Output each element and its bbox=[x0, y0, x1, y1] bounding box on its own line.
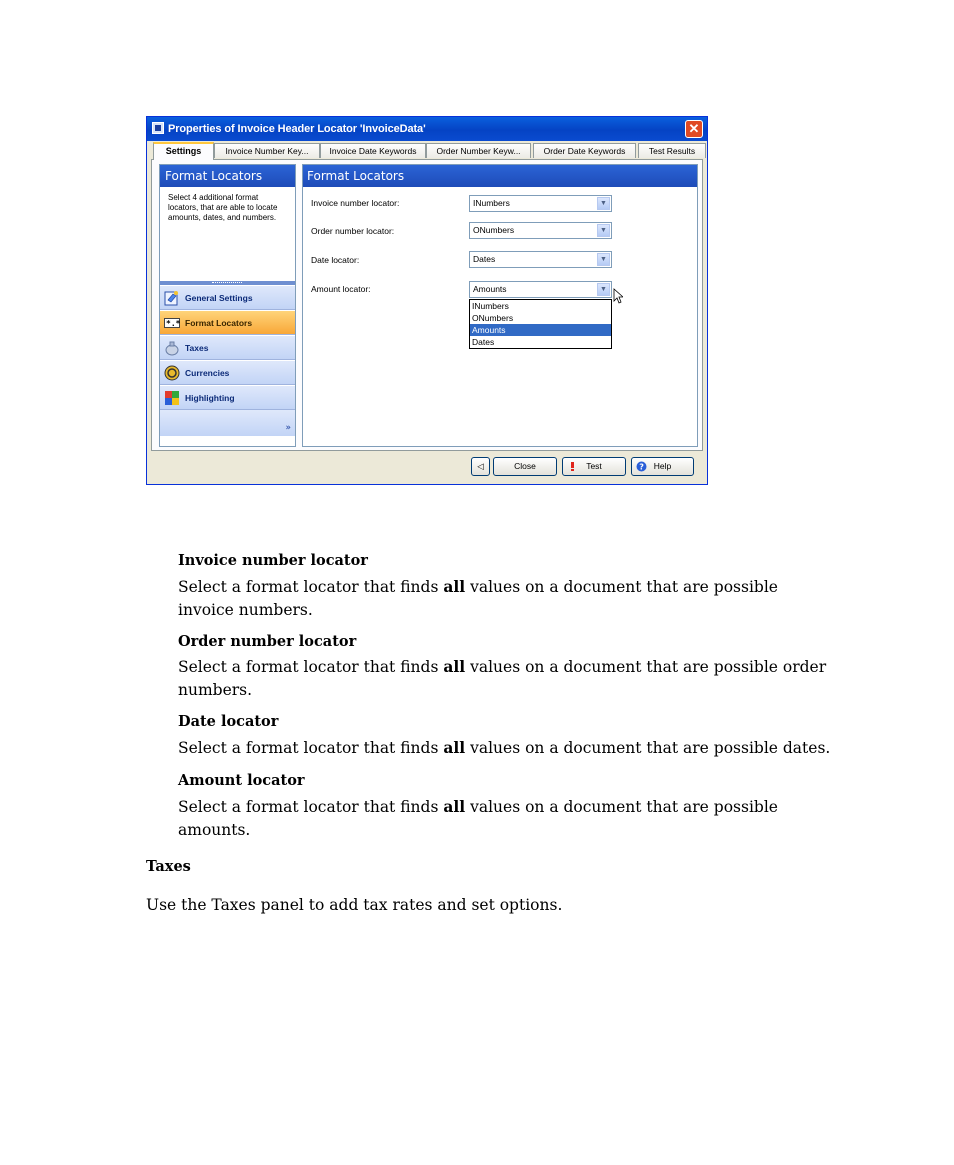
sidebar-header: Format Locators bbox=[160, 165, 295, 187]
highlighting-icon bbox=[164, 390, 180, 406]
back-button[interactable] bbox=[471, 457, 490, 476]
dropdown-option-selected[interactable]: Amounts bbox=[470, 324, 611, 336]
sidebar-description: Select 4 additional format locators, that are able to locate amounts, dates, and numbers. bbox=[168, 193, 278, 222]
back-arrow-icon: ◁ bbox=[477, 461, 484, 471]
mouse-cursor-icon bbox=[613, 288, 623, 304]
format-locators-icon bbox=[164, 315, 180, 331]
taxes-icon bbox=[164, 340, 180, 356]
term-amount-locator: Amount locator bbox=[178, 772, 305, 789]
exclamation-icon bbox=[567, 461, 578, 472]
amount-locator-select[interactable] bbox=[469, 281, 612, 298]
content-header: Format Locators bbox=[303, 165, 697, 187]
dialog-title: Properties of Invoice Header Locator 'InvoiceData' bbox=[168, 123, 426, 135]
chevron-down-icon[interactable]: ▼ bbox=[597, 197, 610, 210]
test-button[interactable] bbox=[562, 457, 626, 476]
help-button[interactable] bbox=[631, 457, 694, 476]
amount-locator-dropdown-list bbox=[469, 299, 612, 349]
sidebar-item-taxes[interactable] bbox=[160, 335, 295, 360]
test-button-label: Test bbox=[586, 461, 602, 471]
general-settings-icon bbox=[164, 290, 180, 306]
taxes-heading: Taxes bbox=[146, 858, 191, 875]
chevron-down-icon[interactable]: ▼ bbox=[597, 253, 610, 266]
tab-order-number-keywords[interactable]: Order Number Keyw... bbox=[426, 143, 531, 158]
dropdown-option[interactable]: ONumbers bbox=[472, 313, 514, 323]
app-icon bbox=[152, 122, 164, 134]
amount-locator-label: Amount locator: bbox=[311, 284, 371, 294]
currencies-icon bbox=[164, 365, 180, 381]
help-icon bbox=[636, 461, 647, 472]
combo-value: Dates bbox=[473, 254, 496, 264]
sidebar bbox=[159, 164, 296, 447]
dialog-titlebar bbox=[147, 117, 707, 141]
properties-dialog-screenshot bbox=[146, 116, 708, 485]
tab-settings[interactable]: Settings bbox=[153, 142, 214, 160]
format-locators-content bbox=[302, 164, 698, 447]
order-number-locator-select[interactable] bbox=[469, 222, 612, 239]
definition-amount-locator: Select a format locator that finds all values on a document that are possible amounts. bbox=[178, 797, 778, 839]
chevron-down-icon[interactable]: ▼ bbox=[597, 224, 610, 237]
combo-value: Amounts bbox=[473, 284, 507, 294]
sidebar-item-currencies[interactable] bbox=[160, 360, 295, 385]
definition-order-number-locator: Select a format locator that finds all values on a document that are possible order numbers. bbox=[178, 657, 827, 699]
sidebar-footer bbox=[160, 410, 295, 436]
close-icon[interactable]: ✕ bbox=[685, 120, 703, 138]
date-locator-label: Date locator: bbox=[311, 255, 360, 265]
definition-date-locator: Select a format locator that finds all values on a document that are possible dates. bbox=[178, 738, 831, 757]
dialog-footer bbox=[151, 453, 703, 479]
sidebar-item-label: Currencies bbox=[185, 368, 230, 378]
definition-invoice-number-locator: Select a format locator that finds all values on a document that are possible invoice numbers. bbox=[178, 577, 778, 619]
taxes-paragraph: Use the Taxes panel to add tax rates and set options. bbox=[146, 896, 563, 914]
tab-test-results[interactable]: Test Results bbox=[638, 143, 706, 158]
sidebar-item-label: Format Locators bbox=[185, 318, 253, 328]
combo-value: ONumbers bbox=[473, 225, 515, 235]
tab-invoice-date-keywords[interactable]: Invoice Date Keywords bbox=[320, 143, 426, 158]
sidebar-item-general-settings[interactable] bbox=[160, 285, 295, 310]
close-button-label: Close bbox=[514, 461, 536, 471]
sidebar-item-format-locators[interactable] bbox=[160, 310, 295, 335]
svg-text:*.*: *.* bbox=[166, 319, 180, 328]
order-number-locator-label: Order number locator: bbox=[311, 226, 395, 236]
term-date-locator: Date locator bbox=[178, 713, 279, 730]
sidebar-item-label: Highlighting bbox=[185, 393, 235, 403]
help-button-label: Help bbox=[653, 461, 672, 471]
tab-order-date-keywords[interactable]: Order Date Keywords bbox=[533, 143, 636, 158]
combo-value: INumbers bbox=[473, 198, 510, 208]
dropdown-option[interactable]: INumbers bbox=[472, 301, 509, 311]
term-invoice-number-locator: Invoice number locator bbox=[178, 552, 368, 569]
svg-text:?: ? bbox=[639, 462, 644, 472]
settings-panel bbox=[151, 159, 703, 451]
term-order-number-locator: Order number locator bbox=[178, 633, 357, 650]
invoice-number-locator-label: Invoice number locator: bbox=[311, 198, 400, 208]
sidebar-item-label: Taxes bbox=[185, 343, 209, 353]
dropdown-option[interactable]: Dates bbox=[472, 337, 495, 347]
date-locator-select[interactable] bbox=[469, 251, 612, 268]
invoice-number-locator-select[interactable] bbox=[469, 195, 612, 212]
chevron-down-icon[interactable]: ▼ bbox=[597, 283, 610, 296]
sidebar-item-highlighting[interactable] bbox=[160, 385, 295, 410]
sidebar-item-label: General Settings bbox=[185, 293, 253, 303]
close-button[interactable] bbox=[493, 457, 557, 476]
tab-strip bbox=[151, 142, 704, 159]
tab-invoice-number-keywords[interactable]: Invoice Number Key... bbox=[214, 143, 320, 158]
chevron-more-icon[interactable]: » bbox=[285, 423, 291, 433]
